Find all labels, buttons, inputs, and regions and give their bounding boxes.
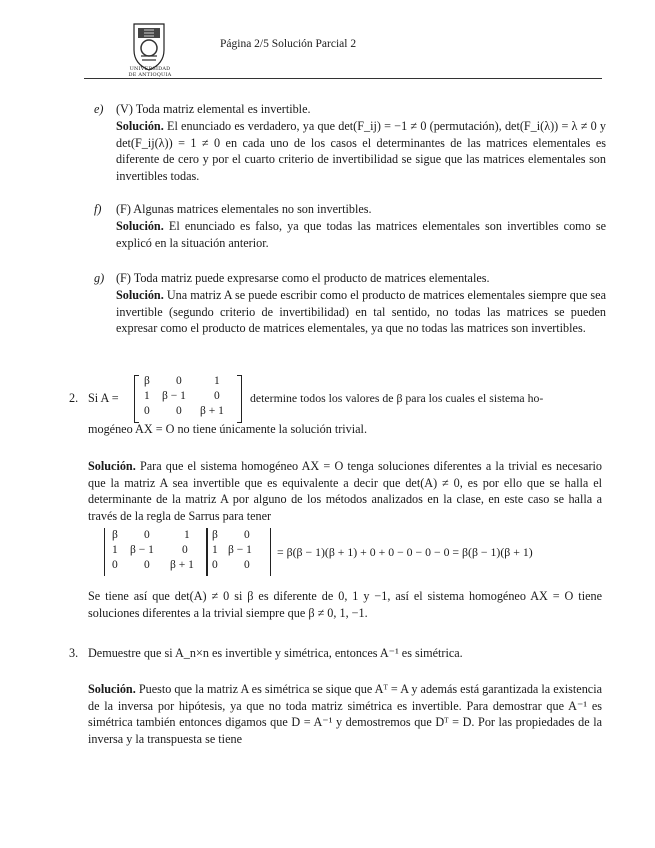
item-f-statement: (F) Algunas matrices elementales no son invertibles. — [116, 202, 372, 216]
sarrus-cell: β − 1 — [130, 544, 154, 556]
sarrus-cell: 0 — [182, 544, 188, 556]
matrix-cell: 0 — [214, 390, 220, 402]
item-f-solution — [116, 218, 606, 251]
item-e-solution — [116, 118, 606, 184]
item-e-label: e) — [94, 102, 104, 116]
problem-2-conclusion: Se tiene así que det(A) ≠ 0 si β es diferente de 0, 1 y −1, así el sistema homogéneo AX = O tiene soluciones diferentes a la trivial siempre que β ≠ 0, 1, −1. — [88, 589, 602, 620]
sarrus-cell: 0 — [144, 559, 150, 571]
sarrus-cell: 0 — [112, 559, 118, 571]
sarrus-cell: 0 — [212, 559, 218, 571]
solution-text: Una matriz A se puede escribir como el producto de matrices elementales siempre que sea invertible (segundo criterio de invertibilidad) en tal sentido, no todas las matrices se pueden expresar como el producto de matrices elementales, ya que no todas las matrices son invertibles. — [116, 288, 606, 335]
determinant-left-bar — [104, 528, 105, 576]
page-header — [84, 14, 602, 79]
solution-text: El enunciado es falso, ya que todas las matrices elementales son invertibles como se explicó en la situación anterior. — [116, 219, 607, 250]
sarrus-result: = β(β − 1)(β + 1) + 0 + 0 − 0 − 0 − 0 = β(β − 1)(β + 1) — [277, 545, 533, 559]
problem-3-statement: Demuestre que si A_n×n es invertible y simétrica, entonces A⁻¹ es simétrica. — [88, 646, 463, 660]
item-g-solution — [116, 287, 606, 337]
sarrus-cell: 0 — [144, 529, 150, 541]
sarrus-cell: β — [112, 529, 118, 541]
solution-text: El enunciado es verdadero, ya que det(F_ij) = −1 ≠ 0 (permutación), det(F_i(λ)) = λ ≠ 0 y det(F_ij(λ)) = 1 ≠ 0 en cada uno de los casos el determinantes de las matrices elementales es diferente de cero y por el cuarto criterio de invertibilidad se sigue que las matrices elementales son invertibles todas. — [116, 119, 607, 183]
sarrus-cell: 1 — [212, 544, 218, 556]
problem-3-number: 3. — [69, 646, 79, 660]
sarrus-determinant — [104, 528, 272, 576]
matrix-cell: 0 — [144, 405, 150, 417]
matrix-cell: 0 — [176, 375, 182, 387]
sarrus-cell: 1 — [184, 529, 190, 541]
matrix-cell: β − 1 — [162, 390, 186, 402]
sarrus-cell: 0 — [244, 559, 250, 571]
sarrus-cell: 1 — [112, 544, 118, 556]
matrix-cell: β — [144, 375, 150, 387]
solution-label: Solución. — [116, 288, 164, 302]
solution-text: Puesto que la matriz A es simétrica se sique que Aᵀ = A y además está garantizada la existencia de la inversa por hipótesis, ya que no toda matriz simétrica es invertible. Para demostrar que A⁻¹ es simétrica también entonces digamos que D = A⁻¹ y demostremos que Dᵀ = D. Por las propiedades de la inversa y la transpuesta se tiene — [88, 682, 603, 746]
sarrus-separator — [206, 528, 208, 576]
matrix-left-bracket — [134, 375, 139, 423]
solution-label: Solución. — [88, 682, 136, 696]
problem-2-statement-line2: mogéneo AX = O no tiene únicamente la solución trivial. — [88, 422, 367, 436]
solution-text: Para que el sistema homogéneo AX = O tenga soluciones diferentes a la trivial es necesario que la matriz A sea invertible que es equivalente a decir que det(A) ≠ 0, es por ello que se halla el determinante de la matriz A por alguno de los métodos analizados en la clase, en este caso se halla a través de la regla de Sarrus para tener — [88, 459, 603, 523]
sarrus-cell: β + 1 — [170, 559, 194, 571]
problem-3-solution — [88, 681, 602, 747]
matrix-cell: 1 — [144, 390, 150, 402]
determinant-right-bar — [270, 528, 271, 576]
page-title: Página 2/5 Solución Parcial 2 — [220, 38, 357, 50]
item-g-statement: (F) Toda matriz puede expresarse como el producto de matrices elementales. — [116, 271, 490, 285]
university-name: UNIVERSIDAD DE ANTIOQUIA — [128, 66, 172, 78]
matrix-cell: 1 — [214, 375, 220, 387]
matrix-cell: 0 — [176, 405, 182, 417]
problem-2-intro: Si A = — [88, 391, 119, 405]
problem-2-number: 2. — [69, 391, 79, 405]
sarrus-cell: 0 — [244, 529, 250, 541]
solution-label: Solución. — [88, 459, 136, 473]
item-f-label: f) — [94, 202, 102, 216]
matrix-a — [134, 375, 242, 421]
item-e-statement: (V) Toda matriz elemental es invertible. — [116, 102, 311, 116]
sarrus-cell: β − 1 — [228, 544, 252, 556]
matrix-cell: β + 1 — [200, 405, 224, 417]
solution-label: Solución. — [116, 119, 164, 133]
problem-2-solution — [88, 458, 602, 524]
matrix-right-bracket — [237, 375, 242, 423]
solution-label: Solución. — [116, 219, 164, 233]
problem-2-statement-line1: determine todos los valores de β para los cuales el sistema ho- — [250, 391, 544, 405]
sarrus-cell: β — [212, 529, 218, 541]
item-g-label: g) — [94, 271, 105, 285]
